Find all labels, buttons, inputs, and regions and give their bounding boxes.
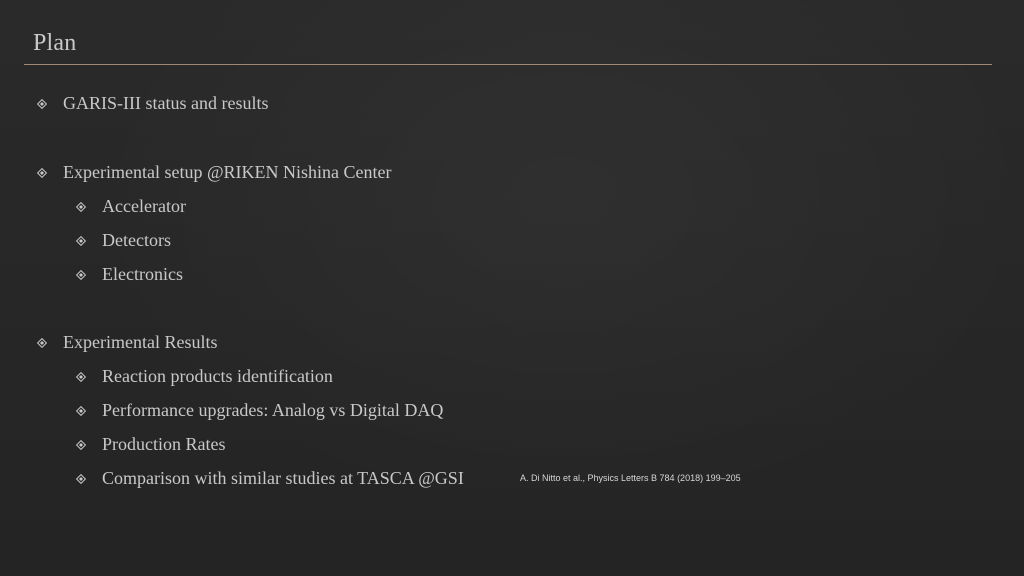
sub-bullet-item bbox=[76, 366, 333, 387]
diamond-bullet-icon bbox=[76, 270, 86, 280]
bullet-text: Reaction products identification bbox=[102, 366, 333, 386]
diamond-bullet-icon bbox=[76, 440, 86, 450]
bullet-item bbox=[37, 162, 392, 183]
bullet-text: Experimental Results bbox=[63, 332, 218, 352]
bullet-text: Electronics bbox=[102, 264, 183, 284]
bullet-text: Experimental setup @RIKEN Nishina Center bbox=[63, 162, 392, 182]
diamond-bullet-icon bbox=[76, 202, 86, 212]
bullet-text: Detectors bbox=[102, 230, 171, 250]
diamond-bullet-icon bbox=[37, 338, 47, 348]
bullet-text: GARIS-III status and results bbox=[63, 93, 269, 113]
bullet-text: Accelerator bbox=[102, 196, 186, 216]
diamond-bullet-icon bbox=[37, 99, 47, 109]
bullet-text: Comparison with similar studies at TASCA @GSI bbox=[102, 468, 464, 488]
diamond-bullet-icon bbox=[76, 372, 86, 382]
diamond-bullet-icon bbox=[76, 406, 86, 416]
bullet-item bbox=[37, 93, 268, 114]
sub-bullet-item bbox=[76, 400, 443, 421]
bullet-text: Performance upgrades: Analog vs Digital DAQ bbox=[102, 400, 444, 420]
bullet-text: Production Rates bbox=[102, 434, 226, 454]
sub-bullet-item bbox=[76, 264, 183, 285]
sub-bullet-item bbox=[76, 230, 171, 251]
sub-bullet-item bbox=[76, 196, 186, 217]
reference-citation: A. Di Nitto et al., Physics Letters B 784 (2018) 199–205 bbox=[520, 473, 741, 483]
diamond-bullet-icon bbox=[76, 236, 86, 246]
sub-bullet-item bbox=[76, 434, 226, 455]
slide-title: Plan bbox=[33, 30, 77, 56]
bullet-item bbox=[37, 332, 217, 353]
title-divider bbox=[24, 64, 992, 65]
sub-bullet-item bbox=[76, 468, 464, 489]
diamond-bullet-icon bbox=[37, 168, 47, 178]
diamond-bullet-icon bbox=[76, 474, 86, 484]
